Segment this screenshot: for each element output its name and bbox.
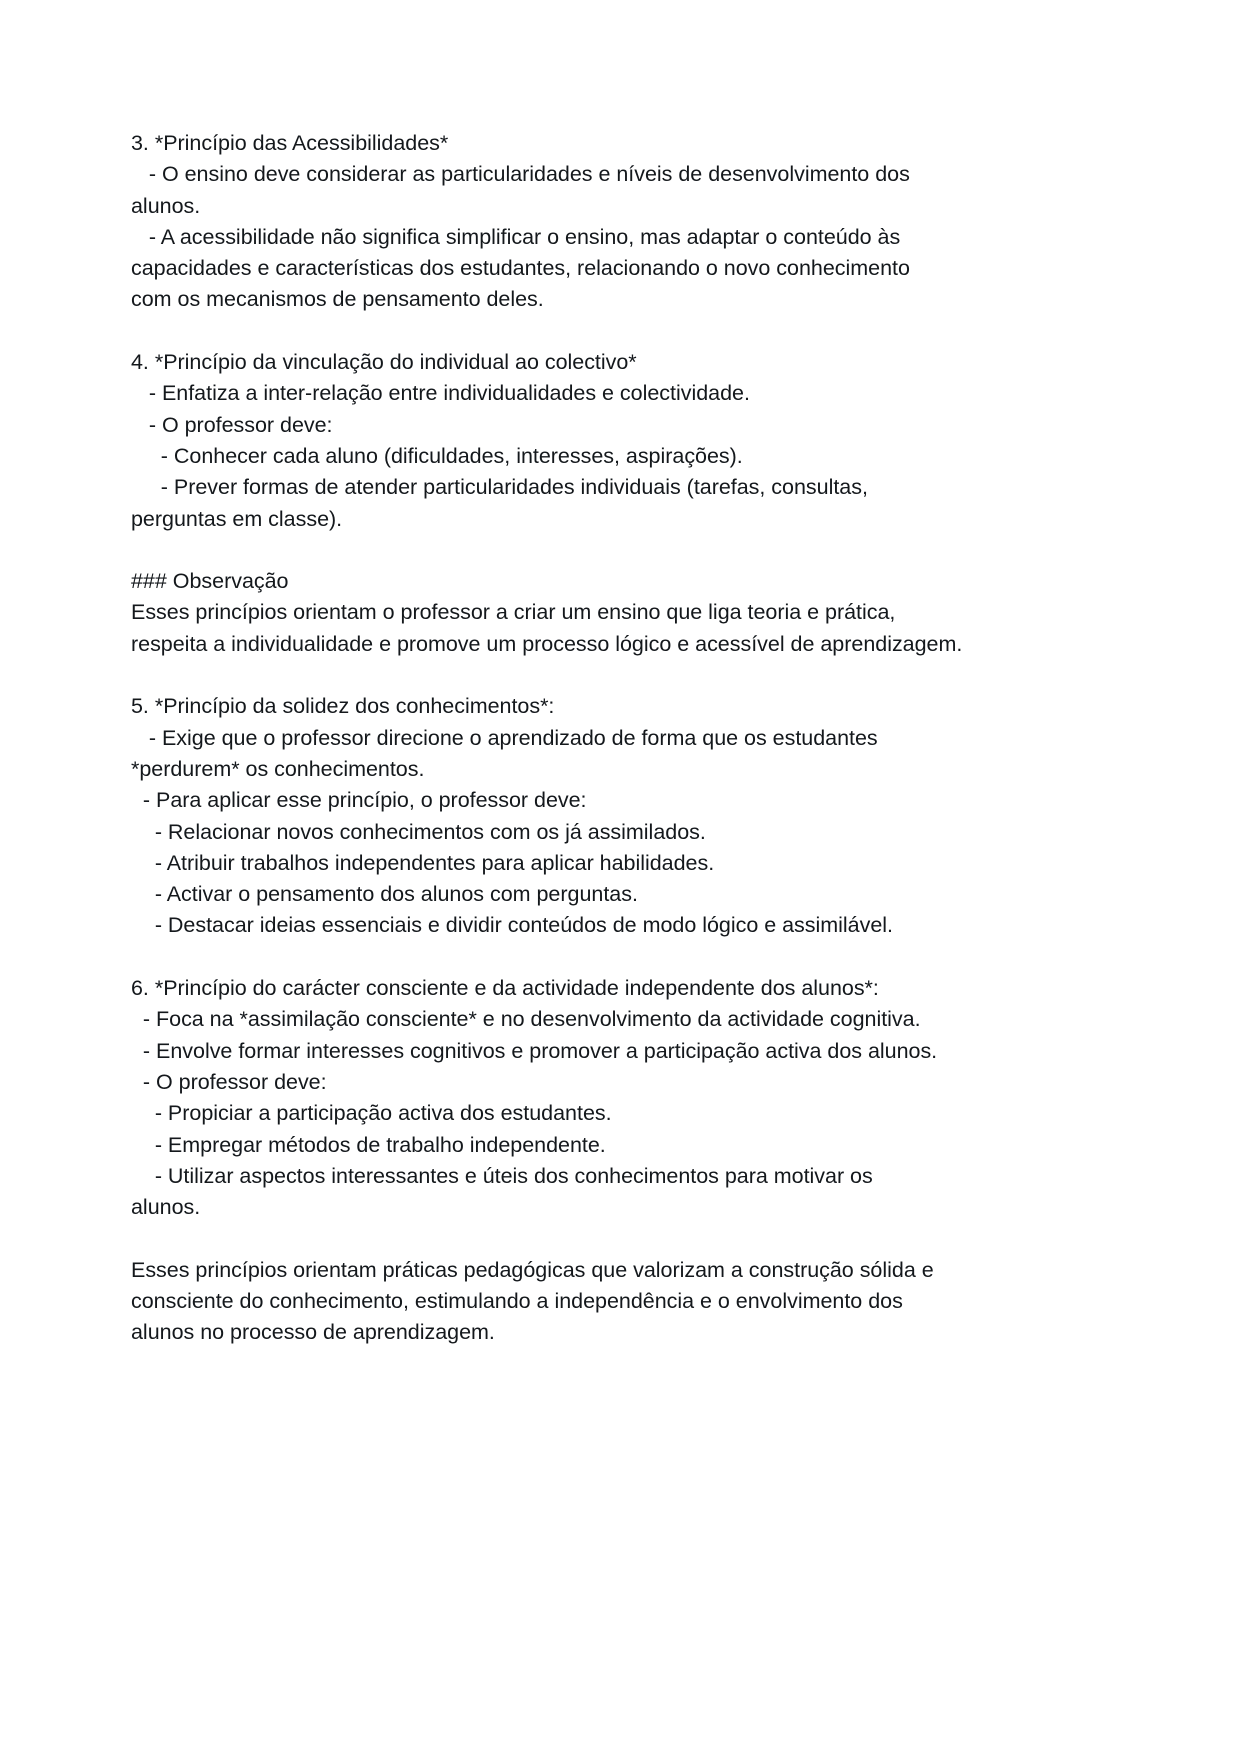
principio-3-acessibilidades bbox=[131, 128, 977, 316]
principio-6-line-4: - O professor deve: bbox=[131, 1069, 327, 1094]
principio-6-line-3: - Envolve formar interesses cognitivos e promover a participação activa dos alunos. bbox=[131, 1038, 938, 1063]
document-text-body bbox=[131, 128, 977, 1349]
conclusao-line-3: alunos no processo de aprendizagem. bbox=[131, 1320, 495, 1345]
conclusao-line-2: consciente do conhecimento, estimulando a independência e o envolvimento dos bbox=[131, 1288, 903, 1313]
paragraph-spacer bbox=[131, 942, 977, 973]
paragraph-spacer bbox=[131, 1223, 977, 1254]
principio-5-solidez-conhecimentos bbox=[131, 691, 977, 941]
principio-3-line-6: com os mecanismos de pensamento deles. bbox=[131, 287, 544, 312]
principio-4-line-1: 4. *Princípio da vinculação do individual ao colectivo* bbox=[131, 350, 637, 375]
principio-3-line-2: - O ensino deve considerar as particularidades e níveis de desenvolvimento dos bbox=[131, 162, 910, 187]
principio-5-line-8: - Destacar ideias essenciais e dividir conteúdos de modo lógico e assimilável. bbox=[131, 913, 893, 938]
principio-5-line-6: - Atribuir trabalhos independentes para aplicar habilidades. bbox=[131, 850, 715, 875]
paragraph-spacer bbox=[131, 535, 977, 566]
conclusao bbox=[131, 1255, 977, 1349]
principio-3-line-1: 3. *Princípio das Acessibilidades* bbox=[131, 131, 449, 155]
principio-5-line-4: - Para aplicar esse princípio, o professor deve: bbox=[131, 788, 587, 813]
principio-4-line-2: - Enfatiza a inter-relação entre individualidades e colectividade. bbox=[131, 381, 750, 406]
principio-5-line-1: 5. *Princípio da solidez dos conhecimentos*: bbox=[131, 694, 555, 719]
principio-5-line-5: - Relacionar novos conhecimentos com os já assimilados. bbox=[131, 819, 706, 844]
principio-3-line-5: capacidades e características dos estudantes, relacionando o novo conhecimento bbox=[131, 256, 910, 281]
conclusao-line-1: Esses princípios orientam práticas pedagógicas que valorizam a construção sólida e bbox=[131, 1257, 934, 1282]
principio-6-line-1: 6. *Princípio do carácter consciente e da actividade independente dos alunos*: bbox=[131, 976, 879, 1001]
observacao bbox=[131, 566, 977, 660]
principio-4-line-6: perguntas em classe). bbox=[131, 506, 343, 531]
principio-6-line-6: - Empregar métodos de trabalho independente. bbox=[131, 1132, 606, 1157]
principio-6-line-2: - Foca na *assimilação consciente* e no desenvolvimento da actividade cognitiva. bbox=[131, 1007, 921, 1032]
principio-5-line-2: - Exige que o professor direcione o aprendizado de forma que os estudantes bbox=[131, 725, 878, 750]
principio-4-vinculacao-individual-colectivo bbox=[131, 347, 977, 535]
principio-6-caracter-consciente-actividade-independente bbox=[131, 973, 977, 1223]
observacao-line-1: ### Observação bbox=[131, 569, 289, 594]
principio-6-line-7: - Utilizar aspectos interessantes e úteis dos conhecimentos para motivar os bbox=[131, 1163, 873, 1188]
observacao-line-2: Esses princípios orientam o professor a criar um ensino que liga teoria e prática, bbox=[131, 600, 896, 625]
principio-4-line-4: - Conhecer cada aluno (dificuldades, interesses, aspirações). bbox=[131, 443, 743, 468]
principio-5-line-7: - Activar o pensamento dos alunos com perguntas. bbox=[131, 882, 638, 907]
principio-6-line-5: - Propiciar a participação activa dos estudantes. bbox=[131, 1101, 612, 1126]
principio-4-line-5: - Prever formas de atender particularidades individuais (tarefas, consultas, bbox=[131, 475, 868, 500]
principio-3-line-4: - A acessibilidade não significa simplificar o ensino, mas adaptar o conteúdo às bbox=[131, 224, 901, 249]
principio-3-line-3: alunos. bbox=[131, 193, 201, 218]
paragraph-spacer bbox=[131, 316, 977, 347]
principio-5-line-3: *perdurem* os conhecimentos. bbox=[131, 756, 425, 781]
observacao-line-3: respeita a individualidade e promove um processo lógico e acessível de aprendizagem. bbox=[131, 631, 963, 656]
principio-6-line-8: alunos. bbox=[131, 1195, 201, 1220]
paragraph-spacer bbox=[131, 660, 977, 691]
principio-4-line-3: - O professor deve: bbox=[131, 412, 333, 437]
